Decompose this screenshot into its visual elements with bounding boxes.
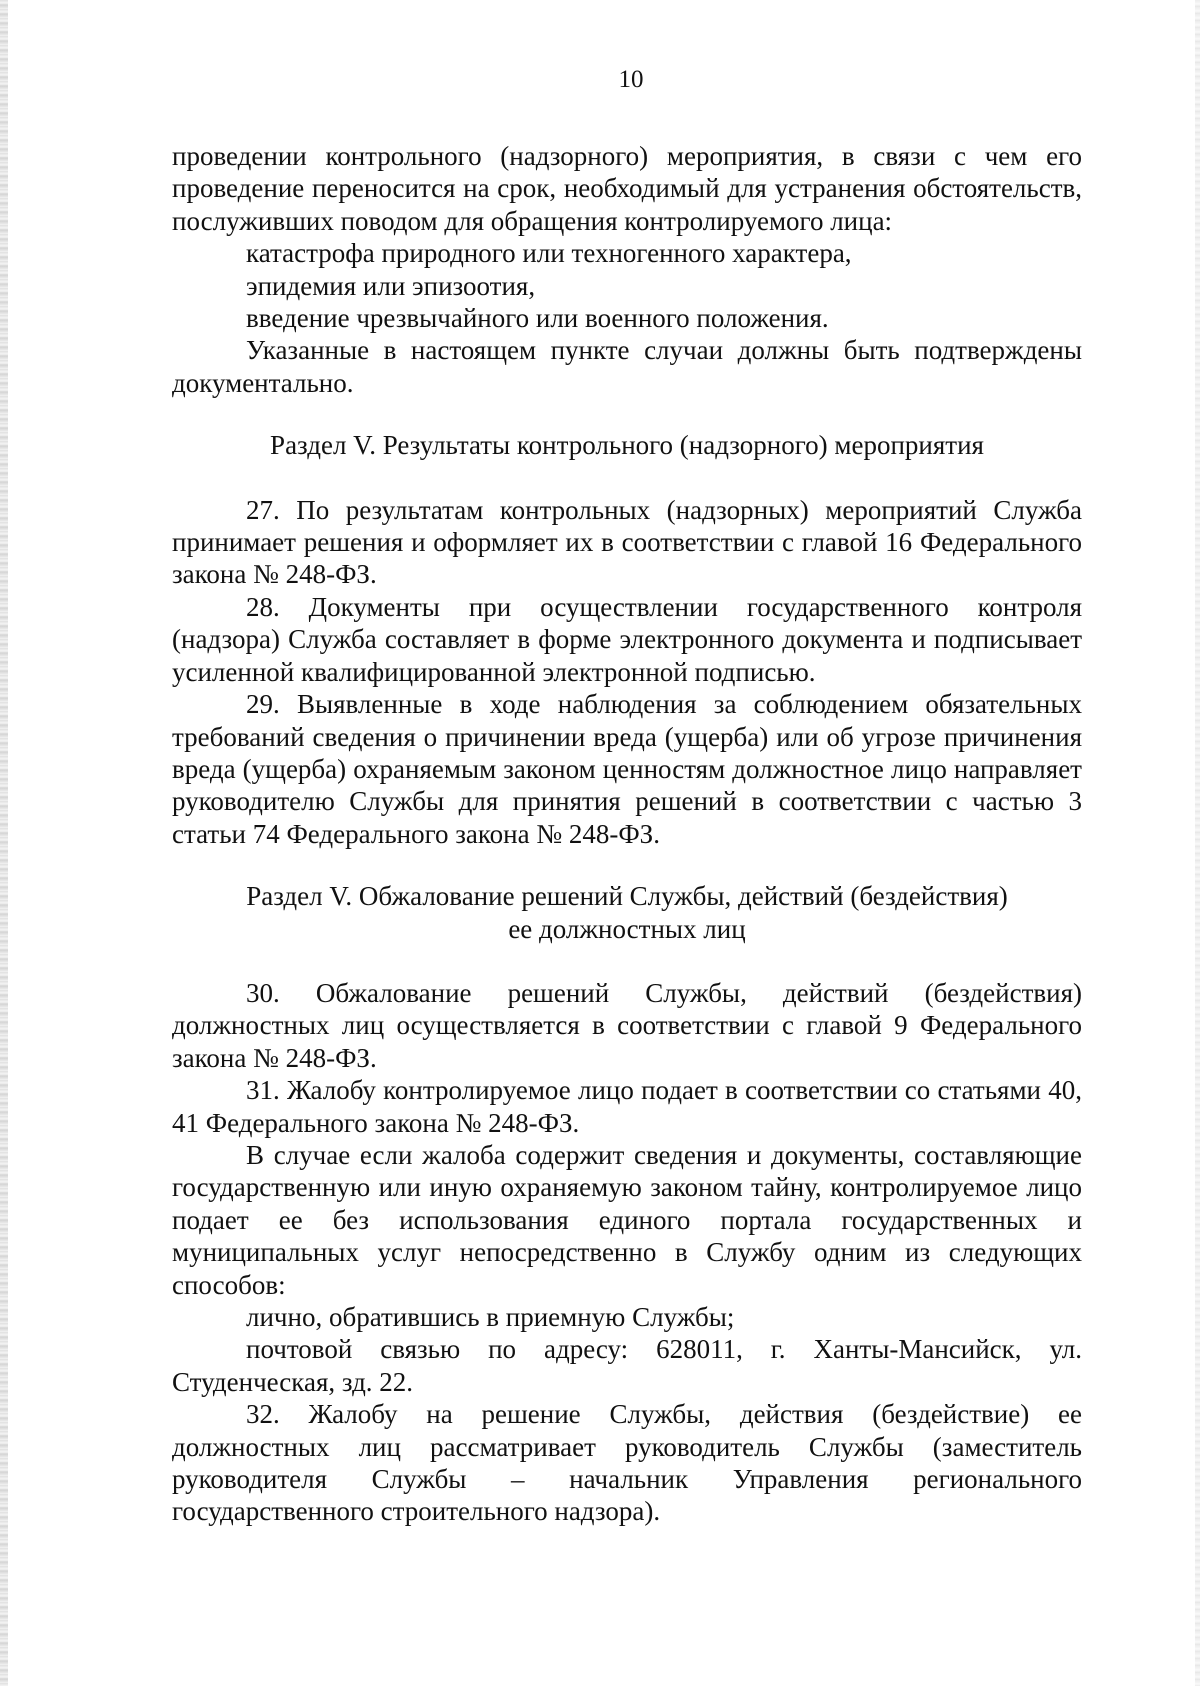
- paragraph-27: 27. По результатам контрольных (надзорных) мероприятий Служба принимает решения и оформляет их в соответствии с главой 16 Федерального закона № 248-ФЗ.: [172, 494, 1082, 590]
- paragraph-31: 31. Жалобу контролируемое лицо подает в соответствии со статьями 40, 41 Федерального закона № 248-ФЗ.: [172, 1075, 1082, 1138]
- scan-edge-right: [1195, 0, 1200, 1686]
- paragraph-30: 30. Обжалование решений Службы, действий (бездействия) должностных лиц осуществляется в соответствии с главой 9 Федерального закона № 248-ФЗ.: [172, 977, 1082, 1073]
- list-item-catastrophe: катастрофа природного или техногенного характера,: [246, 238, 852, 269]
- page-number: 10: [618, 66, 644, 93]
- paragraph-28: 28. Документы при осуществлении государственного контроля (надзора) Служба составляет в форме электронного документа и подписывает усиленной квалифицированной электронной подписью.: [172, 591, 1082, 687]
- list-item-postal: почтовой связью по адресу: 628011, г. Ханты-Мансийск, ул. Студенческая, зд. 22.: [172, 1334, 1082, 1397]
- list-item-epidemic: эпидемия или эпизоотия,: [246, 270, 536, 301]
- paragraph-continuation: проведении контрольного (надзорного) мероприятия, в связи с чем его проведение переносится на срок, необходимый для устранения обстоятельств, послуживших поводом для обращения контролируемого лица:: [172, 141, 1082, 236]
- scan-edge-left: [0, 0, 8, 1686]
- section-heading-appeal-line1: Раздел V. Обжалование решений Службы, действий (бездействия): [246, 881, 1008, 912]
- document-body: [172, 140, 1082, 1528]
- list-item-personally: лично, обратившись в приемную Службы;: [246, 1302, 735, 1332]
- section-heading-appeal-line2: ее должностных лиц: [508, 913, 746, 944]
- paragraph-confirmation: Указанные в настоящем пункте случаи должны быть подтверждены документально.: [172, 335, 1082, 398]
- list-item-emergency: введение чрезвычайного или военного положения.: [246, 303, 829, 334]
- paragraph-32: 32. Жалобу на решение Службы, действия (бездействие) ее должностных лиц рассматривает руководитель Службы (заместитель руководителя Службы – начальник Управления регионального государственного строительного надзора).: [172, 1399, 1082, 1527]
- section-heading-results: Раздел V. Результаты контрольного (надзорного) мероприятия: [270, 430, 984, 461]
- paragraph-29: 29. Выявленные в ходе наблюдения за соблюдением обязательных требований сведения о причинении вреда (ущерба) или об угрозе причинения вреда (ущерба) охраняемым законом ценностям должностное лицо направляет руководителю Службы для принятия решений в соответствии с частью 3 статьи 74 Федерального закона № 248-ФЗ.: [172, 689, 1082, 849]
- paragraph-secret: В случае если жалоба содержит сведения и документы, составляющие государственную или иную охраняемую законом тайну, контролируемое лицо подает ее без использования единого портала государственных и муниципальных услуг непосредственно в Службу одним из следующих способов:: [172, 1139, 1082, 1300]
